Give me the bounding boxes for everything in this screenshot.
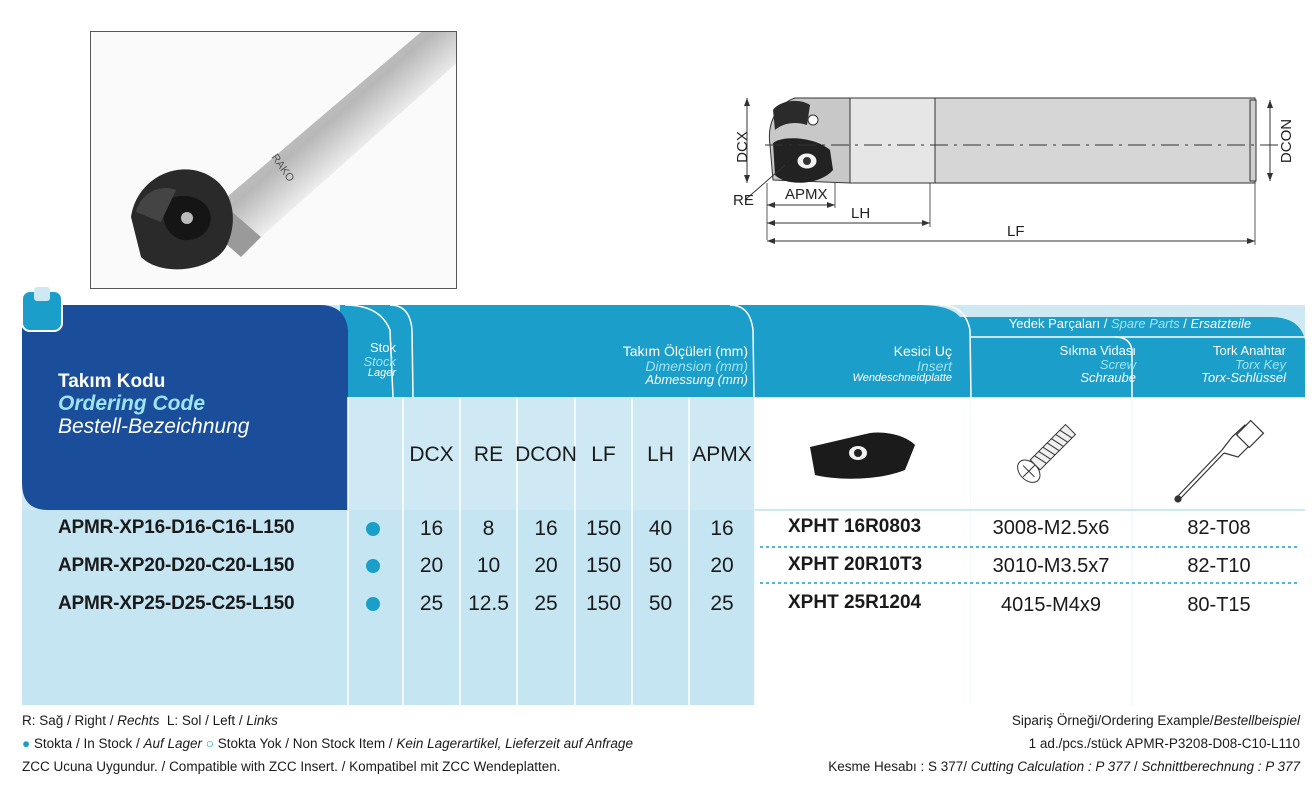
label-apmx: APMX (785, 186, 828, 203)
row-1-lh: 40 (648, 517, 673, 540)
row-2-stock-dot (366, 559, 380, 573)
row-2-lf: 150 (585, 554, 622, 577)
row-2-apmx: 20 (710, 554, 734, 577)
stock-tr: Stok (369, 340, 396, 355)
row-2-insert: XPHT 20R10T3 (788, 554, 923, 575)
col-dcx: DCX (409, 443, 454, 466)
row-3-lh: 50 (648, 592, 673, 615)
row-1-apmx: 16 (710, 517, 734, 540)
ordering-code-en: Ordering Code (58, 391, 206, 415)
in-stock-dot-icon: ● (22, 736, 31, 751)
label-dcon: DCON (1278, 118, 1295, 164)
footer-example-value: 1 ad./pcs./stück APMR-P3208-D08-C10-L110 (1028, 736, 1300, 751)
row-1-key: 82-T08 (1187, 517, 1251, 539)
example-label-text: Sipariş Örneği/Ordering Example/ (1011, 713, 1214, 728)
screw-en: Screw (1099, 356, 1136, 372)
ordering-code-header (58, 372, 249, 438)
label-dcx: DCX (734, 131, 751, 163)
row-2-re: 10 (476, 554, 501, 577)
col-lh: LH (647, 443, 674, 466)
label-lf: LF (1007, 223, 1025, 240)
row-1-stock-dot (366, 522, 380, 536)
footer-left-text: L: Sol / Left / (159, 713, 247, 728)
non-stock-circle-icon: ○ (205, 736, 214, 751)
footer-right-de: Rechts (117, 713, 160, 728)
dimensions-en: Dimension (mm) (645, 357, 748, 374)
row-3-dcon: 25 (534, 592, 558, 615)
dimensions-de: Abmessung (mm) (645, 372, 748, 388)
product-photo (90, 31, 457, 289)
row-2-key: 82-T10 (1187, 555, 1251, 577)
spare-parts-sep: / (1100, 316, 1111, 331)
key-tr: Tork Anahtar (1213, 343, 1286, 358)
row-1-lf: 150 (585, 517, 622, 540)
row-2-screw: 3010-M3.5x7 (992, 555, 1110, 577)
label-lh: LH (851, 205, 871, 222)
footer-non-stock-de: Kein Lagerartikel, Lieferzeit auf Anfrage (396, 736, 633, 751)
dimensions-tr: Takım Ölçüleri (mm) (622, 343, 748, 359)
col-lf: LF (591, 443, 616, 466)
row-3-apmx: 25 (710, 592, 734, 615)
spare-parts-de: Ersatzteile (1190, 316, 1252, 331)
row-3-lf: 150 (585, 592, 622, 615)
screw-tr: Sıkma Vidası (1059, 343, 1136, 358)
stock-header (352, 341, 396, 380)
key-header (1140, 344, 1286, 385)
col-dcon: DCON (515, 443, 577, 466)
calc-de: Schnittberechnung : P 377 (1141, 759, 1300, 774)
label-re: RE (733, 192, 754, 209)
example-label-de: Bestellbeispiel (1213, 713, 1300, 728)
row-1-code: APMR-XP16-D16-C16-L150 (58, 517, 295, 538)
row-2-lh: 50 (648, 554, 673, 577)
row-3-screw: 4015-M4x9 (1000, 594, 1102, 616)
row-1-dcx: 16 (419, 517, 444, 540)
stock-en: Stock (363, 353, 396, 369)
row-3-re: 12.5 (468, 592, 509, 615)
spare-parts-header (985, 317, 1275, 331)
spare-parts-en: Spare Parts (1110, 316, 1180, 331)
spare-parts-tr: Yedek Parçaları (1008, 316, 1101, 331)
key-en: Torx Key (1235, 356, 1286, 372)
row-1-re: 8 (482, 517, 495, 540)
footer-calc (828, 759, 1300, 774)
screw-de: Schraube (1080, 370, 1136, 386)
ordering-code-de: Bestell-Bezeichnung (58, 414, 250, 438)
row-3-dcx: 25 (419, 592, 444, 615)
stock-de: Lager (367, 367, 396, 380)
footer-left-de: Links (246, 713, 278, 728)
row-1-insert: XPHT 16R0803 (788, 516, 922, 537)
row-3-code: APMR-XP25-D25-C25-L150 (58, 593, 295, 614)
footer-in-stock: Stokta / In Stock / (33, 736, 144, 751)
spare-parts-sep-2: / (1179, 316, 1191, 331)
row-3-stock-dot (366, 597, 380, 611)
footer-in-stock-de: Auf Lager (143, 736, 203, 751)
row-3-key: 80-T15 (1187, 594, 1251, 616)
row-3-insert: XPHT 25R1204 (788, 592, 922, 613)
footer-example-label (1012, 713, 1300, 728)
footer-right-text: R: Sağ / Right / (22, 713, 118, 728)
row-2-code: APMR-XP20-D20-C20-L150 (58, 555, 295, 576)
row-1-screw: 3008-M2.5x6 (992, 517, 1110, 539)
col-apmx: APMX (692, 443, 752, 466)
calc-tr: Kesme Hesabı : S 377/ (828, 759, 971, 774)
technical-drawing (725, 95, 1300, 250)
footer-compat: ZCC Ucuna Uygundur. / Compatible with ZCC Insert. / Kompatibel mit ZCC Wendeplatten. (22, 759, 561, 774)
col-re: RE (473, 443, 504, 466)
footer-non-stock: Stokta Yok / Non Stock Item / (217, 736, 397, 751)
key-de: Torx-Schlüssel (1201, 370, 1286, 386)
ordering-code-tr: Takım Kodu (58, 371, 166, 392)
row-2-dcx: 20 (419, 554, 444, 577)
footer-stock-note (22, 736, 633, 751)
insert-header (770, 344, 952, 385)
footer-rl-note (22, 713, 278, 728)
calc-sep: / (1130, 759, 1142, 774)
insert-tr: Kesici Uç (893, 343, 952, 359)
dimensions-header (420, 344, 748, 387)
row-1-dcon: 16 (534, 517, 558, 540)
calc-en: Cutting Calculation : P 377 (970, 759, 1131, 774)
insert-de: Wendeschneidplatte (852, 372, 952, 385)
photo-brand: RAKO (268, 151, 297, 185)
insert-en: Insert (916, 357, 952, 374)
screw-header (980, 344, 1136, 385)
row-2-dcon: 20 (534, 554, 558, 577)
